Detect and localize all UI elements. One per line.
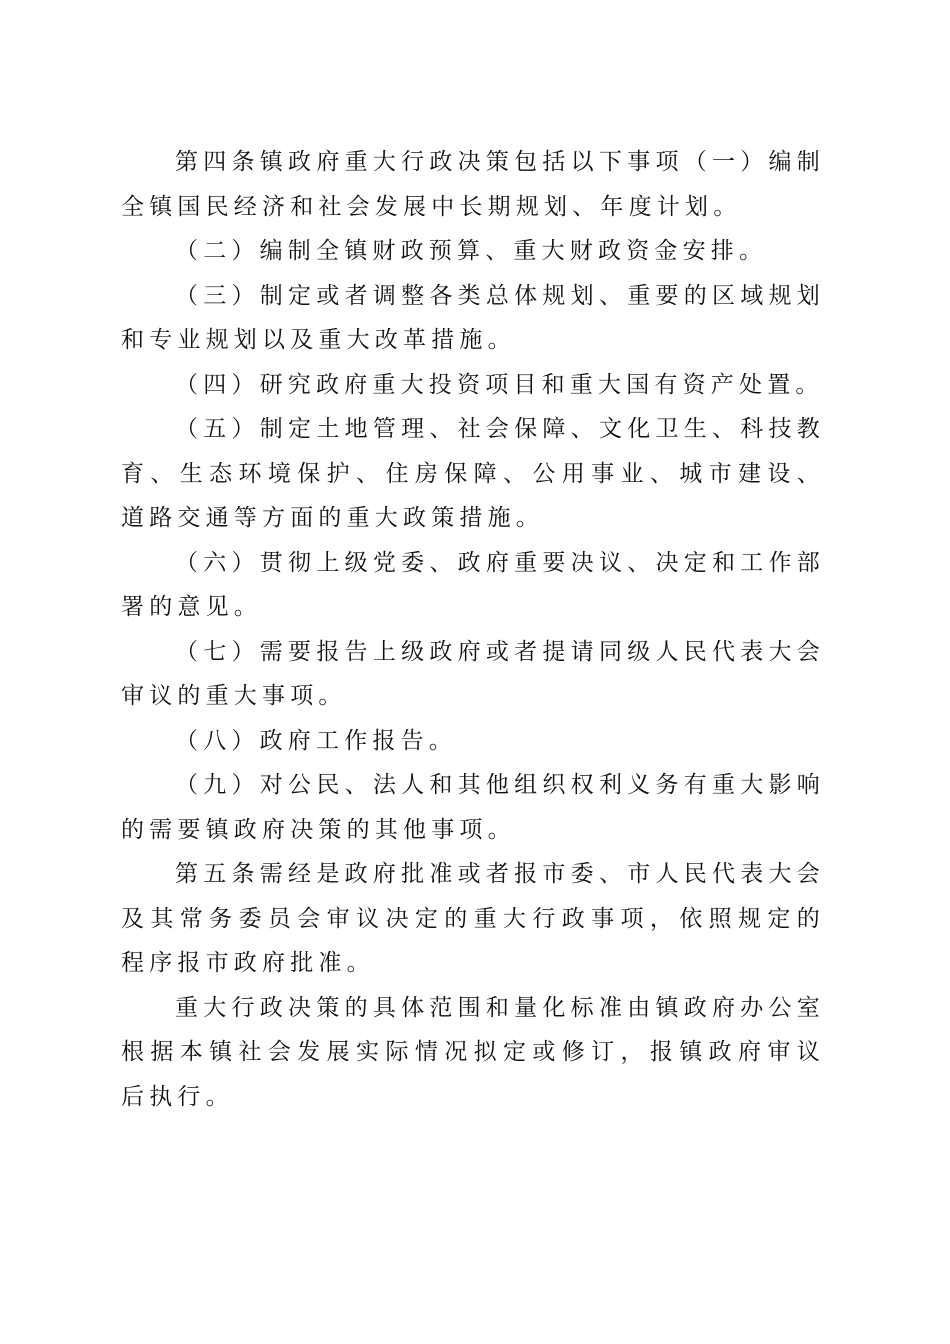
scope-standard-paragraph: 重大行政决策的具体范围和量化标准由镇政府办公室根据本镇社会发展实际情况拟定或修订，报镇政府审议后执行。 (121, 994, 825, 1110)
item-4-paragraph: （四）研究政府重大投资项目和重大国有资产处置。 (175, 371, 824, 398)
document-body (121, 140, 825, 1119)
item-7-paragraph: （七）需要报告上级政府或者提请同级人民代表大会审议的重大事项。 (121, 638, 825, 709)
article-4-intro-paragraph: 第四条镇政府重大行政决策包括以下事项（一）编制全镇国民经济和社会发展中长期规划、年度计划。 (121, 149, 825, 220)
item-5-paragraph: （五）制定土地管理、社会保障、文化卫生、科技教育、生态环境保护、住房保障、公用事业、城市建设、道路交通等方面的重大政策措施。 (121, 416, 825, 531)
item-2-paragraph: （二）编制全镇财政预算、重大财政资金安排。 (175, 238, 768, 264)
item-6-paragraph: （六）贯彻上级党委、政府重要决议、决定和工作部署的意见。 (121, 549, 825, 620)
item-3-paragraph: （三）制定或者调整各类总体规划、重要的区域规划和专业规划以及重大改革措施。 (121, 282, 825, 353)
item-9-paragraph: （九）对公民、法人和其他组织权利义务有重大影响的需要镇政府决策的其他事项。 (121, 772, 825, 843)
item-8-paragraph: （八）政府工作报告。 (175, 727, 457, 754)
article-5-paragraph: 第五条需经是政府批准或者报市委、市人民代表大会及其常务委员会审议决定的重大行政事项，依照规定的程序报市政府批准。 (121, 861, 825, 976)
